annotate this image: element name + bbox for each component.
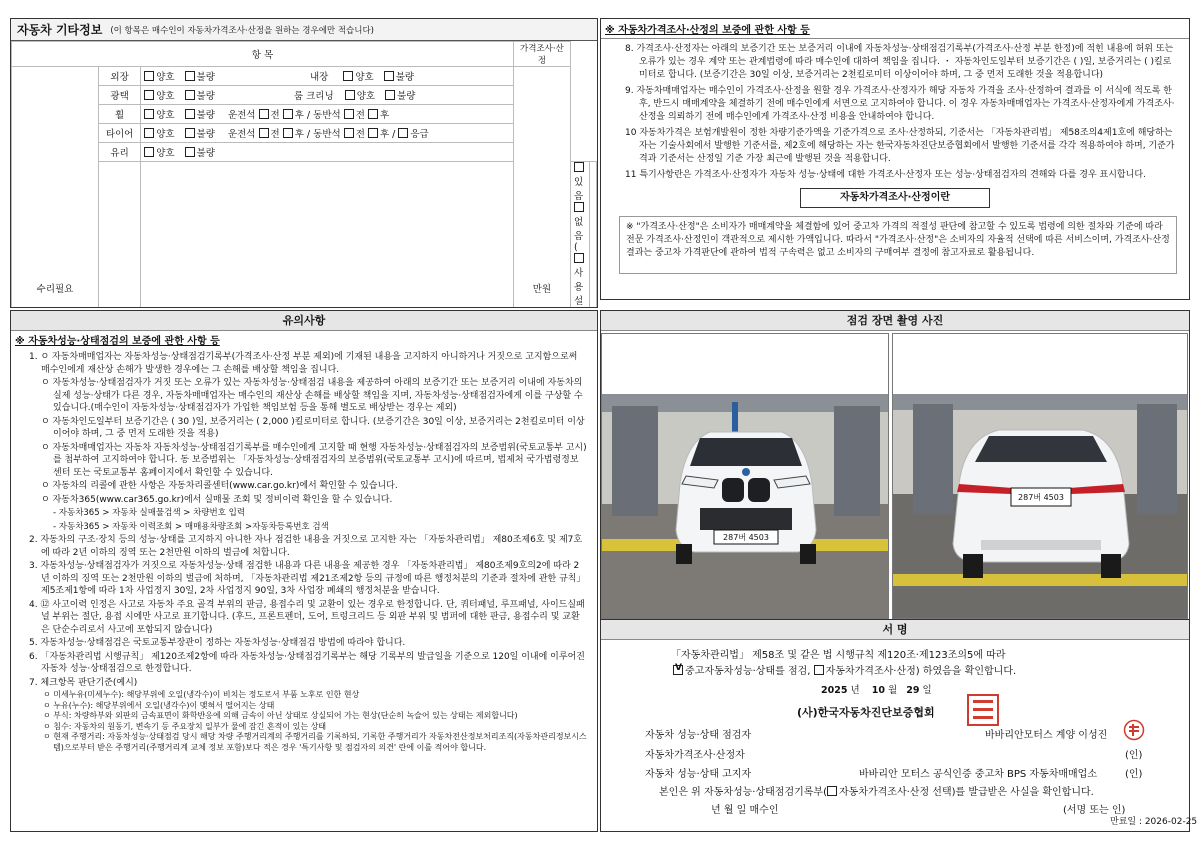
exterior-options: 양호 불량 내장 양호 불량 bbox=[141, 67, 514, 86]
definition-title: 자동차가격조사·산정이란 bbox=[800, 188, 990, 208]
repair-table bbox=[11, 41, 597, 308]
rear-plate-text: 287버 4503 bbox=[1018, 493, 1064, 502]
checkbox[interactable] bbox=[144, 90, 154, 100]
signature-section bbox=[600, 620, 1190, 832]
price-unit: 만원 bbox=[513, 67, 570, 309]
checkbox[interactable] bbox=[398, 128, 408, 138]
checkbox[interactable] bbox=[345, 90, 355, 100]
glass-options: 양호 불량 bbox=[141, 143, 514, 162]
notes-bar: 유의사항 bbox=[11, 311, 597, 331]
warranty-list bbox=[601, 39, 1189, 182]
list-item: ㅇ 자동차365(www.car365.go.kr)에서 실매물 조회 및 정비이력 확인을 할 수 있습니다. bbox=[41, 494, 393, 505]
check-line: V중고자동차성능·상태를 점검, 자동차가격조사·산정) 하였음을 확인합니다. bbox=[673, 662, 1016, 677]
checkbox[interactable] bbox=[144, 147, 154, 157]
checkbox[interactable] bbox=[283, 109, 293, 119]
inspector-value: 바바리안모터스 계양 이성진 bbox=[985, 730, 1108, 741]
list-subitem: ㅇ 부식: 차량하부와 외판의 금속표면이 화학반응에 의해 금속이 아닌 상태로 상실되어 가는 현상(단순히 녹슬어 있는 상태는 제외합니다) bbox=[43, 711, 518, 720]
front-car-photo bbox=[601, 333, 889, 619]
inspector-label: 자동차 성능·상태 점검자 bbox=[645, 730, 752, 741]
signature-bar: 서 명 bbox=[601, 620, 1189, 640]
front-car-image bbox=[602, 334, 889, 619]
org-name: (사)한국자동차진단보증협회 bbox=[797, 706, 935, 719]
section-subtitle: (이 항목은 매수인이 자동차가격조사·산정을 원하는 경우에만 적습니다) bbox=[110, 25, 374, 36]
notifier-label: 자동차 성능·상태 고지자 bbox=[645, 769, 752, 780]
checkbox[interactable] bbox=[144, 128, 154, 138]
list-item: 9. 자동차매매업자는 매수인이 가격조사·산정을 원할 경우 가격조사·산정자가 해당 자동차 가격을 조사·산정하여 결과를 이 서식에 적도록 한 후, 반드시 매매계약을 체결하기 전에 매수인에게 서면으로 고지하여야 합니다. 이 경우 자동차매매업자는 가격조사·산정자에게 가격조사·산정을 의뢰하기 전에 매수인에게 가격조사·산정 비용을 안내하여야 합니다. bbox=[625, 86, 1175, 122]
checkbox[interactable] bbox=[827, 786, 837, 796]
checkbox[interactable] bbox=[574, 162, 584, 172]
wheel-options: 양호 불량 운전석 전 후 / 동반석 전 후 bbox=[141, 105, 514, 124]
checkbox[interactable] bbox=[574, 253, 584, 263]
list-item: 11 특기사항란은 가격조사·산정자가 자동차 성능·상태에 대한 가격조사·산정자 또는 성능·상태점검자의 견해와 다를 경우 표시합니다. bbox=[625, 170, 1146, 180]
checkbox[interactable] bbox=[185, 109, 195, 119]
checkbox[interactable] bbox=[185, 90, 195, 100]
list-subitem: ㅇ 침수: 자동차의 원동기, 변속기 등 주요장치 일부가 물에 잠긴 흔적이 있는 상태 bbox=[43, 721, 327, 731]
list-item: 5. 자동차성능·상태점검은 국토교통부장관이 정하는 자동차성능·상태점검 방법에 따라야 합니다. bbox=[29, 638, 406, 648]
section-title: ※ 자동차가격조사·산정의 보증에 관한 사항 등 bbox=[601, 19, 1189, 39]
checkbox[interactable] bbox=[574, 202, 584, 212]
checkbox[interactable] bbox=[185, 128, 195, 138]
basic-label bbox=[99, 162, 141, 309]
row-label-exterior: 외장 bbox=[99, 67, 141, 86]
notes-list bbox=[11, 347, 597, 753]
buyer-date-row: 년 월 일 매수인 bbox=[711, 805, 779, 816]
front-plate-text: 287버 4503 bbox=[723, 533, 769, 542]
list-subitem: ㅇ 현재 주행거리: 자동차성능·상태점검 당시 해당 차량 주행거리계의 주행거리를 기록하되, 기록한 주행거리가 자동차전산정보처리조직(자동차관리정보시스템)으로부터 받은 주행거리(주행거리계 교체 정보 포함)보다 적은 경우 '특기사항 및 점검자의 의견' 란에 이를 적어야 합니다. bbox=[43, 732, 587, 752]
checkbox[interactable] bbox=[283, 128, 293, 138]
checkbox[interactable] bbox=[259, 128, 269, 138]
checkbox[interactable] bbox=[185, 147, 195, 157]
list-item: ㅇ 자동차매매업자는 자동차 자동차성능·상태점검기록부를 매수인에게 고지할 때 현행 자동차성능·상태점검자의 보증범위(국토교통부 고시)를 첨부하여 고지하여야 합니다. 동 보증범위는 「자동차성능·상태점검자의 보증범위(국토교통부 고시)에 따르며, 법제처 국가법령정보센터 또는 국토교통부 홈페이지에서 확인할 수 있습니다. bbox=[41, 442, 587, 478]
row-label-gloss: 광택 bbox=[99, 86, 141, 105]
inspector-seal bbox=[1123, 719, 1145, 741]
row-label-possession bbox=[141, 162, 514, 309]
definition-text: ※ "가격조사·산정"은 소비자가 매매계약을 체결함에 있어 중고차 가격의 적절성 판단에 참고할 수 있도록 법령에 의한 절차와 기준에 따라 전문 가격조사·산정인이 객관적으로 제시한 가액입니다. 따라서 "가격조사·산정"은 소비자의 자율적 선택에 따른 서비스이며, 가격조사·산정 결과는 중고차 가격판단에 관하여 법적 구속력은 없고 소비자의 구매여부 결정에 참고자료로 활용됩니다. bbox=[619, 216, 1177, 274]
issue-date: 2025 년 10 월 29 일 bbox=[821, 685, 932, 696]
basic-options: 있음 없음 ( 사용설 bbox=[571, 162, 590, 309]
list-item: - 자동차365 > 자동차 실매물검색 > 차량번호 입력 bbox=[53, 508, 246, 518]
price-assessor-label: 자동차가격조사·산정자 bbox=[645, 750, 745, 761]
checkbox[interactable] bbox=[385, 90, 395, 100]
list-item: ㅇ 자동차성능·상태점검자가 거짓 또는 오류가 있는 자동차성능·상태점검 내용을 제공하여 아래의 보증기간 또는 보증거리 이내에 자동차의 실제 성능·상태가 다른 경우, 자동차매매업자는 매수인의 재산상 손해를 배상할 책임을 지며, 자동차성능·상태점검자에게 이를 구상할 수 있습니다.(매수인이 자동차성능·상태점검자가 가입한 책임보험 등을 통해 별도로 배상받는 경우는 제외) bbox=[41, 378, 583, 413]
checkbox[interactable] bbox=[814, 665, 824, 675]
tire-options: 양호 불량 운전석 전 후 / 동반석 전 후 / 응급 bbox=[141, 124, 514, 143]
notes-title: ※ 자동차성능·상태점검의 보증에 관한 사항 등 bbox=[15, 335, 220, 347]
col-price-header: 가격조사·산정 bbox=[513, 42, 570, 67]
list-item: 2. 자동차의 구조·장치 등의 성능·상태를 고지하지 아니한 자나 점검한 내용을 거짓으로 고지한 자는 「자동차관리법」 제80조제6호 및 제7호에 따라 2년 이하의 징역 또는 2천만원 이하의 벌금에 처합니다. bbox=[29, 535, 583, 558]
sign-hint: (서명 또는 인) bbox=[1063, 805, 1126, 816]
checkbox[interactable] bbox=[144, 109, 154, 119]
checkbox-checked[interactable] bbox=[673, 665, 683, 675]
seal-mark: (인) bbox=[1125, 769, 1143, 780]
row-label-interior: 내장 bbox=[309, 72, 329, 83]
photo-bar: 점검 장면 촬영 사진 bbox=[601, 311, 1189, 331]
photo-section bbox=[600, 310, 1190, 620]
seal-mark: (인) bbox=[1125, 750, 1143, 761]
checkbox[interactable] bbox=[344, 128, 354, 138]
checkbox[interactable] bbox=[259, 109, 269, 119]
price-warranty-section bbox=[600, 18, 1190, 300]
col-item-header: 항 목 bbox=[12, 42, 514, 67]
notes-section bbox=[10, 310, 598, 832]
org-stamp bbox=[967, 694, 999, 726]
law-line: 「자동차관리법」 제58조 및 같은 법 시행규칙 제120조·제123조의5에 따라 bbox=[671, 650, 1006, 661]
checkbox[interactable] bbox=[368, 109, 378, 119]
row-label-tire: 타이어 bbox=[99, 124, 141, 143]
expiry-date: 만료일 : 2026-02-25 bbox=[1110, 817, 1198, 827]
gloss-options: 양호 불량 룸 크리닝 양호 불량 bbox=[141, 86, 514, 105]
list-item: 10 자동차가격은 보험개발원이 정한 차량기준가액을 기준가격으로 조사·산정하되, 기준서는 「자동차관리법」 제58조의4제1호에 해당하는 자는 기술사회에서 발행한 기준서를, 제2호에 해당하는 자는 한국자동차진단보증협회에서 발행한 기준서를 각각 적용하여야 하며, 기준가격과 기준서는 산정일 기준 가장 최근에 발행된 것을 적용합니다. bbox=[625, 128, 1175, 164]
checkbox[interactable] bbox=[185, 71, 195, 81]
section-title: 자동차 기타정보 bbox=[17, 23, 103, 37]
confirm-line: 본인은 위 자동차성능·상태점검기록부( 자동차가격조사·산정 선택)를 발급받은 사실을 확인합니다. bbox=[659, 787, 1094, 798]
notifier-value: 바바리안 모터스 공식인증 중고차 BPS 자동차매매업소 bbox=[859, 769, 1097, 780]
list-item: ㅇ 자동차인도일부터 보증기간은 ( 30 )일, 보증거리는 ( 2,000 )킬로미터로 합니다. (보증기간은 30일 이상, 보증거리는 2천킬로미터 이상이어야 하며, 그 중 먼저 도래한 것을 적용) bbox=[41, 416, 585, 439]
rear-car-image bbox=[893, 334, 1188, 619]
list-item: - 자동차365 > 자동차 이력조회 > 매매용차량조회 >자동차등록번호 검색 bbox=[53, 521, 329, 532]
list-item: ㅇ 자동차의 리콜에 관한 사항은 자동차리콜센터(www.car.go.kr)에서 확인할 수 있습니다. bbox=[41, 481, 398, 491]
checkbox[interactable] bbox=[368, 128, 378, 138]
list-item: 8. 가격조사·산정자는 아래의 보증기간 또는 보증거리 이내에 자동차성능·상태점검기록부(가격조사·산정 부분 한정)에 적힌 내용에 허위 또는 오류가 있는 경우 계약 또는 관계법령에 따라 매수인에 대하여 책임을 집니다. ・ 자동차인도일부터 보증기간은 ( )일, 보증거리는 ( )킬로미터로 합니다. (보증기간은 30일 이상, 보증거리는 2천킬로미터 이상이어야 하며, 그 중 먼저 도래한 것을 적용합니다) bbox=[625, 44, 1174, 80]
repair-label: 수리필요 bbox=[12, 67, 99, 309]
row-label-glass: 유리 bbox=[99, 143, 141, 162]
checkbox[interactable] bbox=[144, 71, 154, 81]
rear-car-photo bbox=[892, 333, 1188, 619]
checkbox[interactable] bbox=[344, 109, 354, 119]
list-subitem: ㅇ 미세누유(미세누수): 해당부위에 오일(냉각수)이 비치는 정도로서 부품 노후로 인한 현상 bbox=[43, 690, 360, 699]
section-header bbox=[11, 19, 597, 41]
list-subitem: ㅇ 누유(누수): 해당부위에서 오일(냉각수)이 맺혀서 떨어지는 상태 bbox=[43, 700, 275, 710]
list-item: 6. 「자동차관리법 시행규칙」 제120조제2항에 따라 자동차성능·상태점검기록부는 해당 기록부의 발급일을 기준으로 120일 이내에 이루어진 자동차 성능·상태점검으로 한정합니다. bbox=[29, 651, 585, 674]
checkbox[interactable] bbox=[343, 71, 353, 81]
row-label-wheel: 휠 bbox=[99, 105, 141, 124]
photo-row bbox=[601, 333, 1189, 619]
list-item: 7. 체크항목 판단기준(예시) bbox=[29, 677, 138, 688]
vehicle-other-info-section bbox=[10, 18, 598, 308]
list-item: 3. 자동차성능·상태점검자가 거짓으로 자동차성능·상태 점검한 내용과 다른 내용을 제공한 경우 「자동차관리법」 제80조제9호의2에 따라 2년 이하의 징역 또는 2천만원 이하의 벌금에 처하며, 「자동차관리법 제21조제2항 등의 규정에 따른 행정처분의 기준과 절차에 관한 규칙」 제5조제1항에 따라 1차 사업정지 30일, 2차 사업정지 90일, 3차 사업장 폐쇄의 행정처분을 받습니다. bbox=[29, 561, 586, 596]
list-item: 1. ㅇ 자동차매매업자는 자동차성능·상태점검기록부(가격조사·산정 부분 제외)에 기재된 내용을 고지하지 아니하거나 거짓으로 고지함으로써 매수인에게 재산상 손해가 발생한 경우에는 그 손해를 배상할 책임을 집니다. bbox=[29, 352, 578, 375]
row-label-room-clean: 룸 크리닝 bbox=[293, 91, 334, 102]
checkbox[interactable] bbox=[384, 71, 394, 81]
list-item: 4. ⑫ 사고이력 인정은 사고로 자동차 주요 골격 부위의 판금, 용접수리 및 교환이 있는 경우로 한정합니다. 단, 쿼터패널, 루프패널, 사이드실패널 부위는 절단, 용접 시에만 사고로 표기합니다. (후드, 프론트펜더, 도어, 트렁크리드 등 외판 부위 및 범퍼에 대한 판금, 용접수리 및 교환은 단순수리로서 사고에 포함되지 않습니다) bbox=[29, 599, 585, 635]
